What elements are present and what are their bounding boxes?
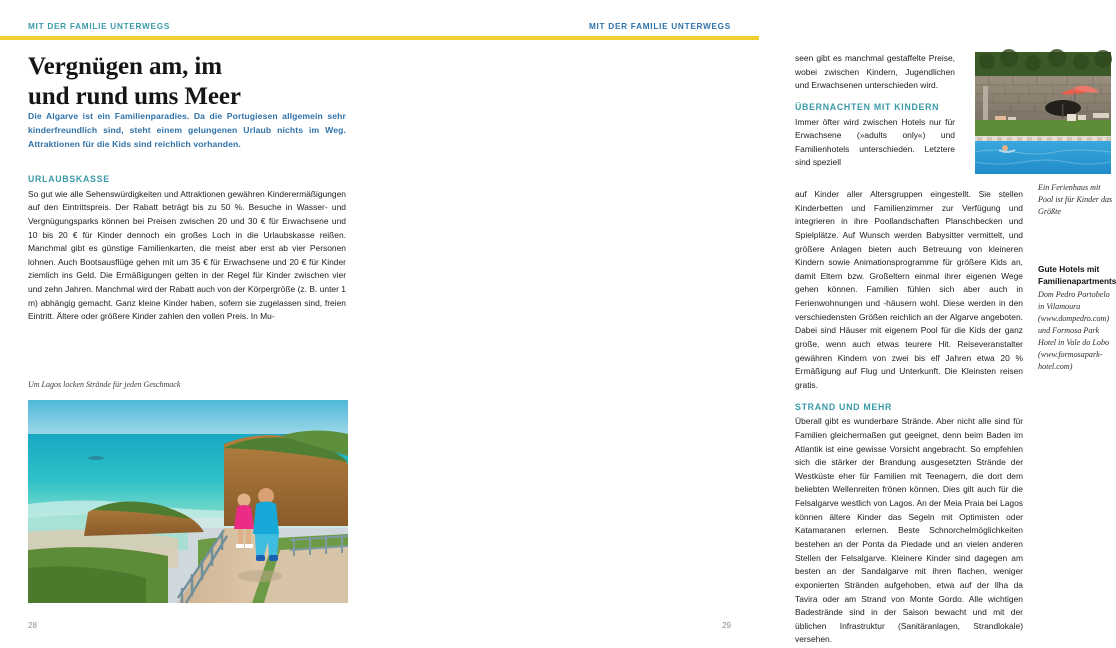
swimming-pool-with-umbrellas-photo [975, 52, 1111, 174]
body-text-continued: seen gibt es manchmal gestaffelte Preise, wobei zwischen Kindern, Jugendlichen und Erwachsenen unterschieden wird. [795, 53, 955, 91]
pool-illustration [975, 52, 1111, 174]
section-heading-strand: STRAND UND MEHR [795, 401, 893, 412]
folio-left: 28 [28, 621, 37, 630]
section-heading-uebernachten: ÜBERNACHTEN MIT KINDERN [795, 101, 940, 112]
right-page [380, 0, 1116, 648]
header-rule [0, 36, 759, 40]
hotel-tip-title: Gute Hotels mit Familienapartments [1038, 264, 1116, 286]
running-head-left: MIT DER FAMILIE UNTERWEGS [28, 22, 171, 31]
beach-with-children-photo [28, 400, 348, 603]
pool-photo-caption: Ein Ferienhaus mit Pool ist für Kinder das Größte [1038, 183, 1113, 217]
hotel-tip-box [1038, 264, 1116, 374]
beach-illustration [28, 400, 348, 603]
right-column-wide [795, 188, 1023, 647]
body-text-strand: Überall gibt es wunderbare Strände. Aber nicht alle sind für Familien gleichermaßen gut geeignet, denn beim Baden im Atlantik ist eine gewisse Vorsicht angebracht. So empfehlen sich die stärker der Brandung ausgesetzten Strände der Westküste eher für Familien mit Teenagern, die dort dem beliebten Wellenreiten frönen können. Dies gilt auch für die Felsalgarve westlich von Lagos. An der Meia Praia bei Lagos können ältere Kinder das Segeln mit Optimisten oder Katamaranen erlernen. Beste Schnorchelmöglichkeiten bestehen an der Ponta da Piedade und an vielen anderen Stellen der Felsalgarve. Kleinere Kinder sind dagegen am besten an der Sandalgarve mit ihren flachen, weniger exponierten Stränden aufgehoben, etwa auf der Ilha da Tavira oder am Strand von Monte Gordo. Alle wichtigen Badestrände sind in der Saison bewacht und mit der üblichen Infrastruktur (Sanitäranlagen, Strandlokale) versehen. [795, 416, 1023, 645]
running-head-right: MIT DER FAMILIE UNTERWEGS [588, 22, 731, 31]
right-column-narrow [795, 52, 955, 170]
section-heading-urlaubskasse: URLAUBSKASSE [28, 174, 110, 184]
body-text-urlaubskasse: So gut wie alle Sehenswürdigkeiten und Attraktionen gewähren Kinderermäßigungen auf den Eintrittspreis. Der Rabatt beträgt bis zu 50 %. Besuche in Wasser- und Vergnügungsparks können bei Preisen zwischen 20 und 30 € für Erwachsene und 10 bis 20 € für Kinder dennoch ein großes Loch in die Urlaubskasse reißen. Manchmal gibt es günstige Familienkarten, die meist aber erst ab vier Personen lohnen. Auch Bootsausflüge gehen mit um 35 € für Erwachsene und 20 € für Kinder ziemlich ins Geld. Die Ermäßigungen gelten in der Regel für Kinder zwischen vier und zehn Jahren. Manchmal wird der Rabatt auch von der Körpergröße (z. B. unter 1 m) abhängig gemacht. Ganz kleine Kinder haben, sofern sie zugelassen sind, freien Eintritt. Ältere oder größere Kinder zahlen den vollen Preis. In Mu- [28, 188, 346, 322]
spacer-2 [795, 393, 1023, 402]
intro-paragraph: Die Algarve ist ein Familienparadies. Da die Portugiesen allgemein sehr kinderfreundlich sind, steht einem gelungenen Urlaub nichts im Weg. Attraktionen für die Kids sind reichlich vorhanden. [28, 111, 346, 149]
page-title [28, 52, 353, 111]
left-page [0, 0, 380, 648]
beach-photo-caption: Um Lagos locken Strände für jeden Geschmack [28, 380, 181, 389]
spacer [795, 93, 955, 102]
hotel-tip-text: Dom Pedro Portobelo in Vilamoura (www.dompedro.com) und Formosa Park Hotel in Vale do Lobo (www.formosapark-hotel.com) [1038, 289, 1110, 372]
headline-line-2: und rund ums Meer [28, 82, 241, 110]
pool-photo-caption-block [1038, 182, 1116, 218]
headline-line-1: Vergnügen am, im [28, 53, 223, 80]
left-article-body [28, 174, 346, 324]
body-text-uebernachten-wide: auf Kinder aller Altersgruppen eingestellt. Sie stellen Kinderbetten und Familienzimmer zur Verfügung und integrieren in ihre Poollandschaften Planschbecken und Spielplätze. Auf Wunsch werden Babysitter vermittelt, und größere Anlagen bieten auch Betreuung von kleineren Kindern sowie Animationsprogramme für größere Kids an, damit Eltern bzw. Großeltern einmal ihrer eigenen Wege gehen können. Familien fühlen sich aber auch in Ferienwohnungen und -häusern wohl. Diese werden in den verschiedensten Größen reichlich an der Algarve angeboten. Dabei sind Häuser mit eigenem Pool für die Kids der ganz große, wenn auch etwas teurere Hit. Reiseveranstalter gewähren Kindern von zwei bis elf Jahren etwa 20 % Ermäßigung auf Flug und Unterkunft. Die Kleinsten reisen gratis. [795, 189, 1023, 390]
body-text-uebernachten-narrow: Immer öfter wird zwischen Hotels nur für Erwachsene (»adults only«) und Familienhotels unterschieden. Letztere sind speziell [795, 116, 955, 168]
folio-right: 29 [722, 621, 731, 630]
